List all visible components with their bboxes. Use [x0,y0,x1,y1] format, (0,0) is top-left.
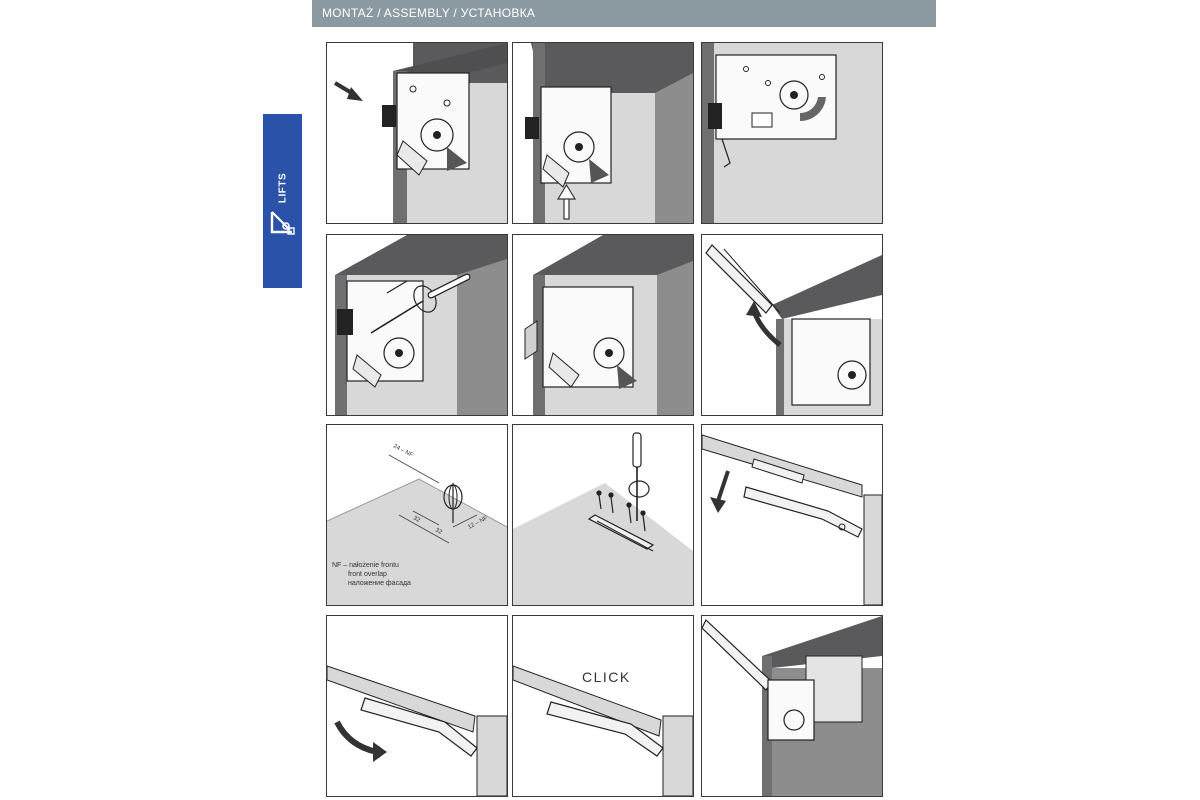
assembly-step-9 [701,424,883,606]
section-title: MONTAŻ / ASSEMBLY / УСТАНОВКА [322,6,536,20]
assembly-step-6 [701,234,883,416]
hinge-mechanism-icon [337,281,423,387]
rotate-arrow-icon [337,722,387,762]
dimension-label-24nf: 24 – NF [392,443,414,459]
assembly-step-7 [326,424,508,606]
lift-mechanism-icon [268,210,296,241]
dimension-label-32b: 32 [434,527,443,536]
assembly-step-4 [326,234,508,416]
assembly-step-3 [701,42,883,224]
assembly-step-5 [512,234,694,416]
legend-line-en: front overlap [348,571,387,578]
assembly-step-1 [326,42,508,224]
assembly-step-11 [512,615,694,797]
hinge-arm-raised [702,620,814,740]
category-tab-label: LIFTS [277,172,288,204]
assembly-step-12 [701,615,883,797]
category-tab-lifts[interactable] [263,114,302,288]
click-label: CLICK [582,669,631,685]
legend-line-pl: NF – nałożenie frontu [332,562,399,569]
assembly-step-10 [326,615,508,797]
hinge-arm [744,487,862,537]
legend-line-ru: наложение фасада [348,580,411,587]
arrow-down-icon [710,471,728,513]
assembly-step-2 [512,42,694,224]
section-header [312,0,936,27]
dimension-label-12nf: 12 – NF [467,515,489,531]
assembly-step-8 [512,424,694,606]
arrow-right-icon [335,83,363,101]
dimension-label-32a: 32 [412,515,421,524]
dimension-legend [332,561,411,588]
